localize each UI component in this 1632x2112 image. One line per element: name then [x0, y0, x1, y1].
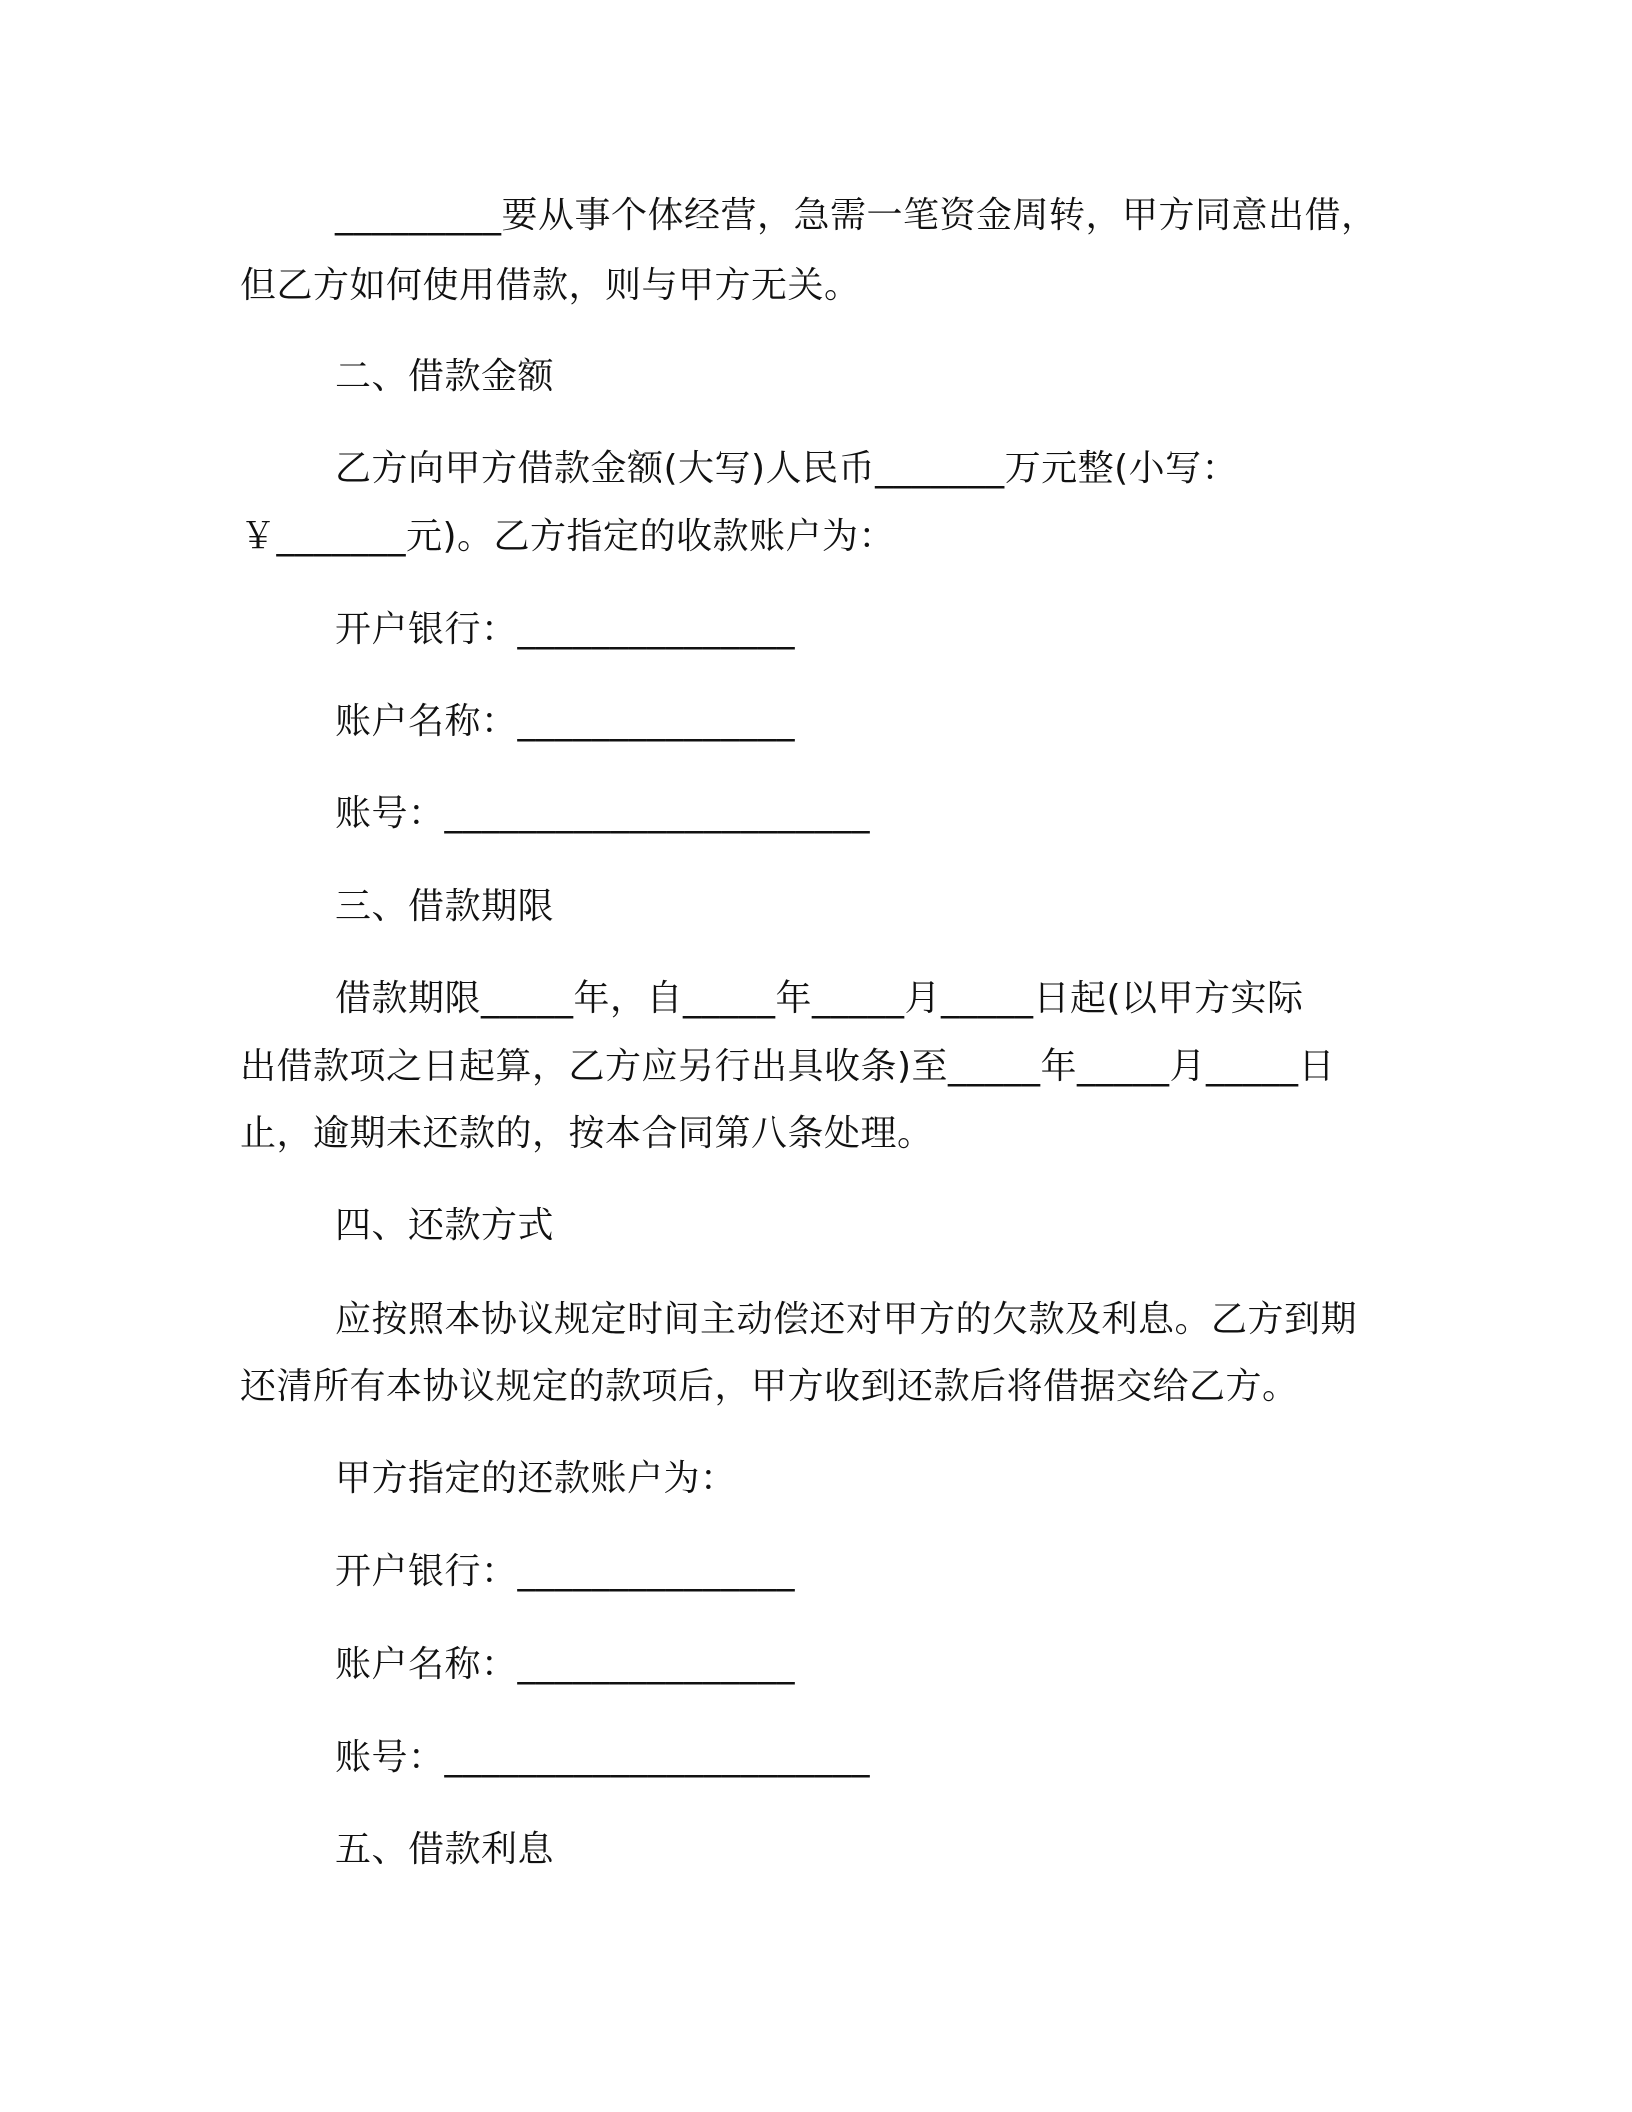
bank-field: 开户银行：_______________ — [335, 609, 796, 650]
paragraph-line: 乙方向甲方借款金额(大写)人民币_______万元整(小写： — [335, 448, 1239, 489]
paragraph-line: 止，逾期未还款的，按本合同第八条处理。 — [240, 1113, 934, 1154]
paragraph-line: 但乙方如何使用借款，则与甲方无关。 — [240, 265, 861, 306]
paragraph-line: _________要从事个体经营，急需一笔资金周转，甲方同意出借， — [335, 195, 1378, 236]
paragraph-line: 借款期限_____年，自_____年_____月_____日起(以甲方实际 — [335, 978, 1304, 1019]
section-heading-repayment: 四、还款方式 — [335, 1205, 555, 1246]
paragraph-line: ￥_______元)。乙方指定的收款账户为： — [240, 516, 896, 557]
bank-field: 开户银行：_______________ — [335, 1551, 796, 1592]
paragraph-line: 应按照本协议规定时间主动偿还对甲方的欠款及利息。乙方到期 — [335, 1299, 1358, 1340]
paragraph-line: 还清所有本协议规定的款项后，甲方收到还款后将借据交给乙方。 — [240, 1366, 1299, 1407]
section-heading-term: 三、借款期限 — [335, 886, 555, 927]
account-number-field: 账号：_______________________ — [335, 793, 871, 834]
account-name-field: 账户名称：_______________ — [335, 1644, 796, 1685]
section-heading-interest: 五、借款利息 — [335, 1829, 555, 1870]
paragraph-line: 出借款项之日起算，乙方应另行出具收条)至_____年_____月_____日 — [240, 1046, 1336, 1087]
account-number-field: 账号：_______________________ — [335, 1737, 871, 1778]
paragraph-line: 甲方指定的还款账户为： — [335, 1458, 737, 1499]
account-name-field: 账户名称：_______________ — [335, 701, 796, 742]
section-heading-amount: 二、借款金额 — [335, 356, 555, 397]
